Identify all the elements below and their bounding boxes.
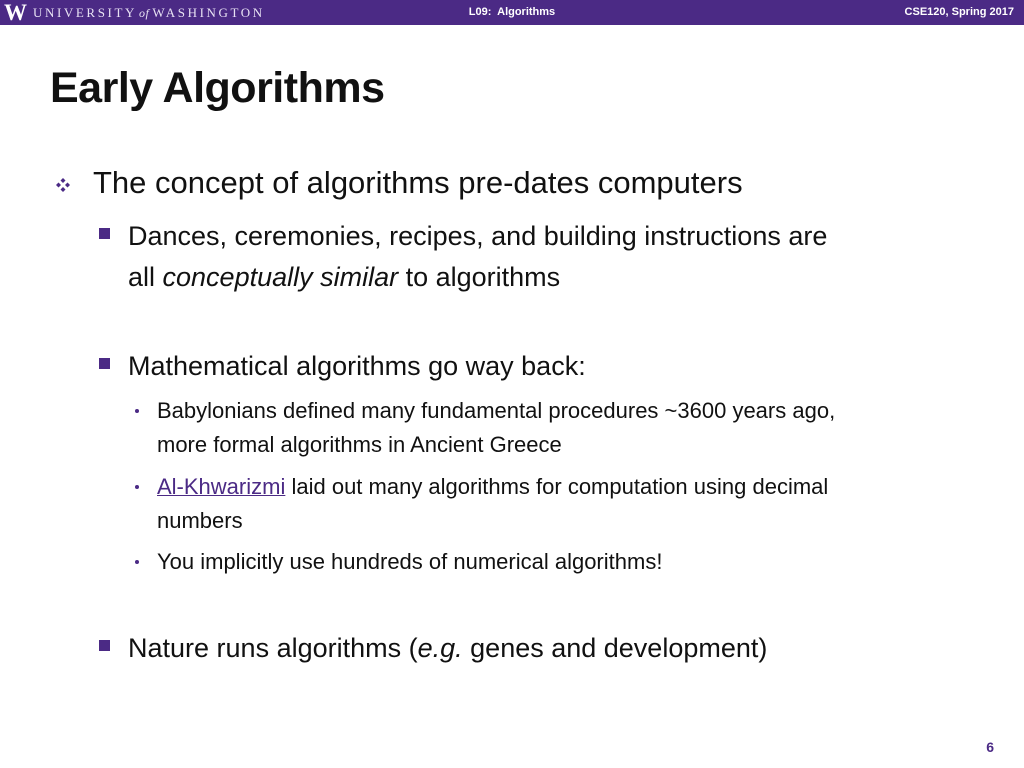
dot-bullet-icon: [135, 409, 139, 413]
item-al-khwarizmi-line2: numbers: [157, 508, 243, 533]
nature-emphasis: e.g.: [417, 633, 463, 663]
slide-title: Early Algorithms: [50, 64, 385, 112]
sub-bullet-nature-runs-algorithms: [128, 628, 767, 668]
dances-line2-pre: all: [128, 262, 163, 292]
bullet-concept-of-algorithms: The concept of algorithms pre-dates computers: [93, 165, 743, 200]
course-label: CSE120, Spring 2017: [904, 6, 1014, 18]
sub-bullet-mathematical-algorithms: Mathematical algorithms go way back:: [128, 351, 586, 381]
al-khwarizmi-link[interactable]: Al-Khwarizmi: [157, 474, 286, 499]
dot-bullet-icon: [135, 485, 139, 489]
item-al-khwarizmi-line1: [157, 470, 828, 504]
square-bullet-icon: [99, 358, 110, 369]
sub-bullet-dances-line1: Dances, ceremonies, recipes, and building instructions are: [128, 221, 828, 251]
uw-w-logo-icon: W: [4, 0, 26, 25]
item-babylonians-line2: more formal algorithms in Ancient Greece: [157, 432, 562, 457]
university-name-of: of: [139, 5, 150, 20]
sub-bullet-dances-line2: [128, 257, 560, 297]
nature-post: genes and development): [462, 633, 768, 663]
item-numerical-algorithms: You implicitly use hundreds of numerical algorithms!: [157, 549, 663, 574]
page-number: 6: [986, 739, 994, 755]
dances-line2-emphasis: conceptually similar: [162, 262, 399, 292]
university-name-part1: UNIVERSITY: [33, 4, 137, 20]
item-babylonians-line1: Babylonians defined many fundamental procedures ~3600 years ago,: [157, 398, 836, 423]
diamond-bullet-icon: [55, 177, 71, 193]
square-bullet-icon: [99, 228, 110, 239]
square-bullet-icon: [99, 640, 110, 651]
nature-pre: Nature runs algorithms (: [128, 633, 418, 663]
dot-bullet-icon: [135, 560, 139, 564]
al-khwarizmi-line1-rest: laid out many algorithms for computation using decimal: [285, 474, 829, 499]
university-name-part2: WASHINGTON: [152, 4, 265, 20]
lecture-label: L09: Algorithms: [468, 6, 556, 18]
dances-line2-post: to algorithms: [398, 262, 561, 292]
